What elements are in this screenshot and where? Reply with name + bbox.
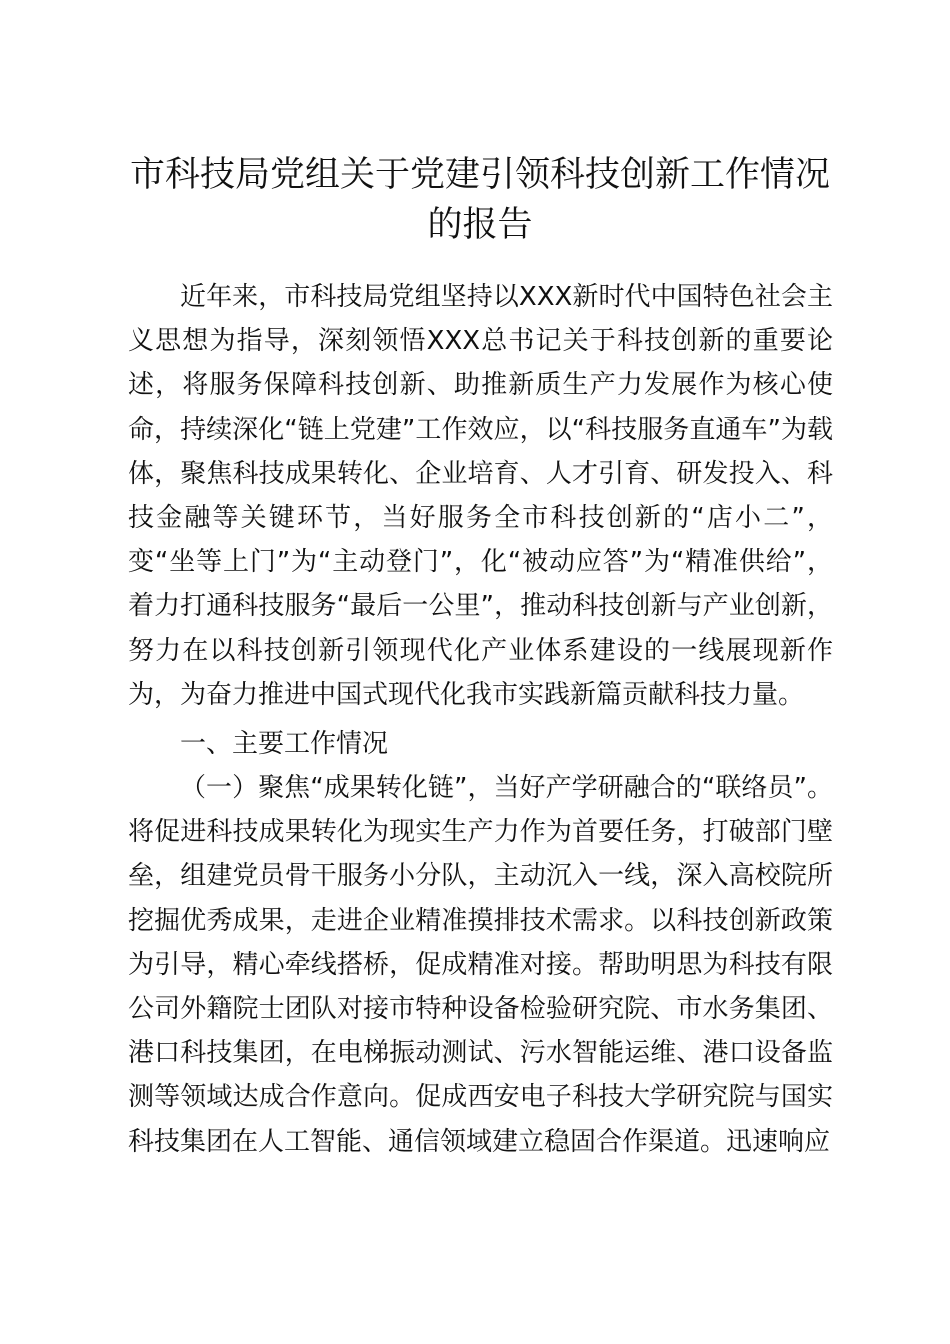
title-line-2: 的报告 [427,205,533,245]
document-title [100,150,860,250]
title-line-1: 市科技局党组关于党建引领科技创新工作情况 [129,155,830,195]
item-1-paragraph: （一）聚焦“成果转化链”，当好产学研融合的“联络员”。将促进科技成果转化为现实生产力作为首要任务，打破部门壁垒，组建党员骨干服务小分队，主动沉入一线，深入高校院所挖掘优秀成果，走进企业精准摸排技术需求。以科技创新政策为引导，精心牵线搭桥，促成精准对接。帮助明思为科技有限公司外籍院士团队对接市特种设备检验研究院、市水务集团、港口科技集团，在电梯振动测试、污水智能运维、港口设备监测等领域达成合作意向。促成西安电子科技大学研究院与国实科技集团在人工智能、通信领域建立稳固合作渠道。迅速响应 [128,773,833,1157]
intro-paragraph: 近年来，市科技局党组坚持以XXX新时代中国特色社会主义思想为指导，深刻领悟XXX总书记关于科技创新的重要论述，将服务保障科技创新、助推新质生产力发展作为核心使命，持续深化“链上党建”工作效应，以“科技服务直通车”为载体，聚焦科技成果转化、企业培育、人才引育、研发投入、科技金融等关键环节，当好服务全市科技创新的“店小二”，变“坐等上门”为“主动登门”，化“被动应答”为“精准供给”，着力打通科技服务“最后一公里”，推动科技创新与产业创新，努力在以科技创新引领现代化产业体系建设的一线展现新作为，为奋力推进中国式现代化我市实践新篇贡献科技力量。 [128,282,833,710]
section-heading: 一、主要工作情况 [180,729,389,759]
